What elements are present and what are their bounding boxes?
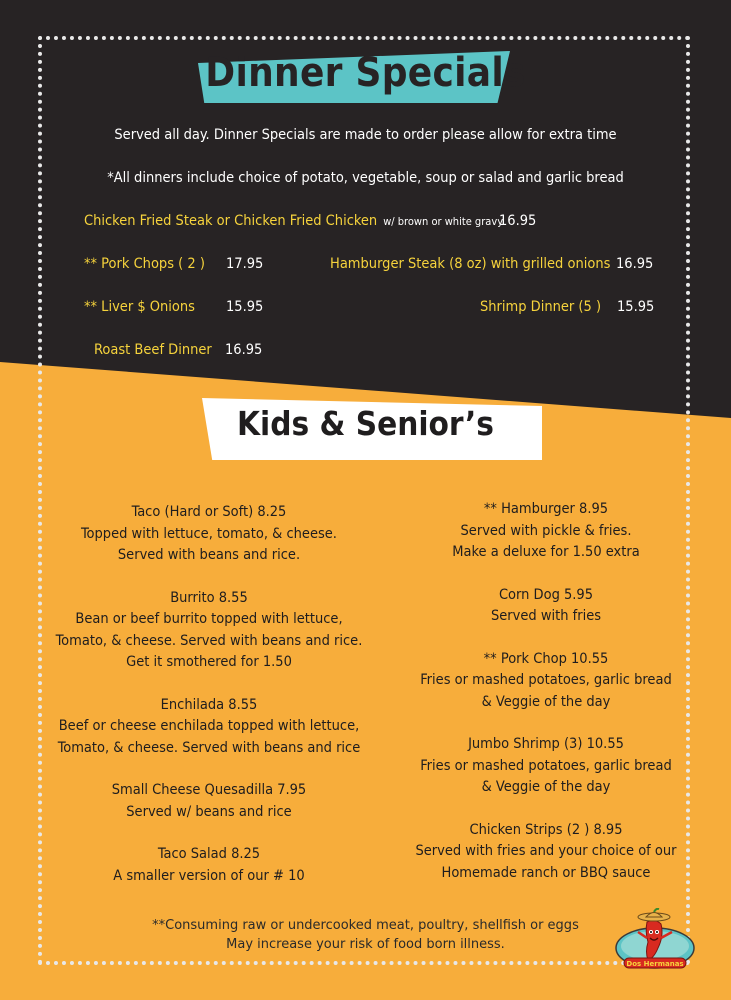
special-liver-onions: ** Liver $ Onions — [84, 299, 195, 315]
chili-pepper-logo-icon — [614, 908, 696, 972]
special-note: w/ brown or white gravy — [383, 215, 504, 228]
kids-item-jumbo-shrimp — [400, 734, 692, 799]
page-title: Dinner Specials — [205, 50, 526, 96]
kids-item-enchilada — [50, 695, 368, 760]
price-liver-onions: 15.95 — [226, 299, 264, 315]
kids-title: Kids & Senior’s — [237, 404, 494, 443]
kids-item-hamburger — [400, 499, 692, 564]
item-line: Tomato, & cheese. Served with beans and rice — [57, 739, 361, 756]
item-line: ** Hamburger 8.95 — [483, 501, 609, 517]
item-line: Small Cheese Quesadilla 7.95 — [111, 782, 307, 798]
price-shrimp-dinner: 15.95 — [617, 299, 655, 315]
item-line: Make a deluxe for 1.50 extra — [452, 544, 640, 560]
item-line: Bean or beef burrito topped with lettuce, — [75, 611, 343, 627]
item-line: Fries or mashed potatoes, garlic bread — [420, 757, 672, 774]
kids-right-column — [400, 499, 692, 884]
item-line: Served with fries and your choice of our — [415, 843, 677, 859]
item-line: Taco Salad 8.25 — [157, 846, 261, 862]
item-line: & Veggie of the day — [481, 779, 611, 795]
item-line: Get it smothered for 1.50 — [126, 654, 292, 670]
item-line: A smaller version of our # 10 — [113, 867, 305, 884]
item-line: Topped with lettuce, tomato, & cheese. — [81, 525, 337, 542]
item-line: Served with beans and rice. — [117, 547, 301, 563]
disclaimer-line-2: May increase your risk of food born illness. — [226, 937, 505, 952]
special-pork-chops: ** Pork Chops ( 2 ) — [84, 256, 205, 272]
item-line: Served with fries — [490, 608, 602, 624]
item-line: Served w/ beans and rice — [126, 803, 292, 820]
price-chicken-fried: 16.95 — [499, 213, 537, 229]
intro-line-2: *All dinners include choice of potato, vegetable, soup or salad and garlic bread — [107, 170, 624, 186]
kids-item-taco-salad — [50, 844, 368, 887]
kids-item-burrito — [50, 588, 368, 674]
kids-item-chicken-strips — [400, 820, 692, 885]
kids-item-corn-dog — [400, 585, 692, 628]
price-hamburger-steak: 16.95 — [616, 256, 654, 272]
intro-line-1: Served all day. Dinner Specials are made to order please allow for extra time — [114, 127, 617, 143]
item-line: Tomato, & cheese. Served with beans and rice. — [55, 632, 363, 649]
item-line: Fries or mashed potatoes, garlic bread — [420, 672, 672, 688]
special-name: Chicken Fried Steak or Chicken Fried Chicken — [84, 213, 378, 229]
item-line: Taco (Hard or Soft) 8.25 — [131, 504, 287, 520]
kids-left-column — [50, 502, 368, 887]
item-line: Served with pickle & fries. — [460, 522, 632, 539]
disclaimer-line-1: **Consuming raw or undercooked meat, poultry, shellfish or eggs — [152, 918, 579, 933]
item-line: Enchilada 8.55 — [160, 696, 258, 713]
item-line: Beef or cheese enchilada topped with lettuce, — [58, 718, 360, 734]
special-chicken-fried — [84, 213, 503, 229]
special-shrimp-dinner: Shrimp Dinner (5 ) — [480, 299, 602, 315]
kids-item-pork-chop — [400, 649, 692, 714]
item-line: Burrito 8.55 — [170, 589, 248, 606]
kids-item-taco — [50, 502, 368, 567]
item-line: Jumbo Shrimp (3) 10.55 — [468, 736, 624, 752]
special-hamburger-steak: Hamburger Steak (8 oz) with grilled onions — [330, 256, 611, 272]
price-pork-chops: 17.95 — [226, 256, 264, 272]
kids-item-quesadilla — [50, 780, 368, 823]
item-line: ** Pork Chop 10.55 — [483, 650, 609, 667]
item-line: Corn Dog 5.95 — [498, 586, 594, 603]
item-line: & Veggie of the day — [481, 693, 611, 710]
special-roast-beef: Roast Beef Dinner — [94, 342, 212, 358]
item-line: Chicken Strips (2 ) 8.95 — [469, 821, 623, 838]
price-roast-beef: 16.95 — [225, 342, 263, 358]
logo-text: Dos Hermanas — [626, 960, 684, 968]
item-line: Homemade ranch or BBQ sauce — [441, 864, 651, 881]
